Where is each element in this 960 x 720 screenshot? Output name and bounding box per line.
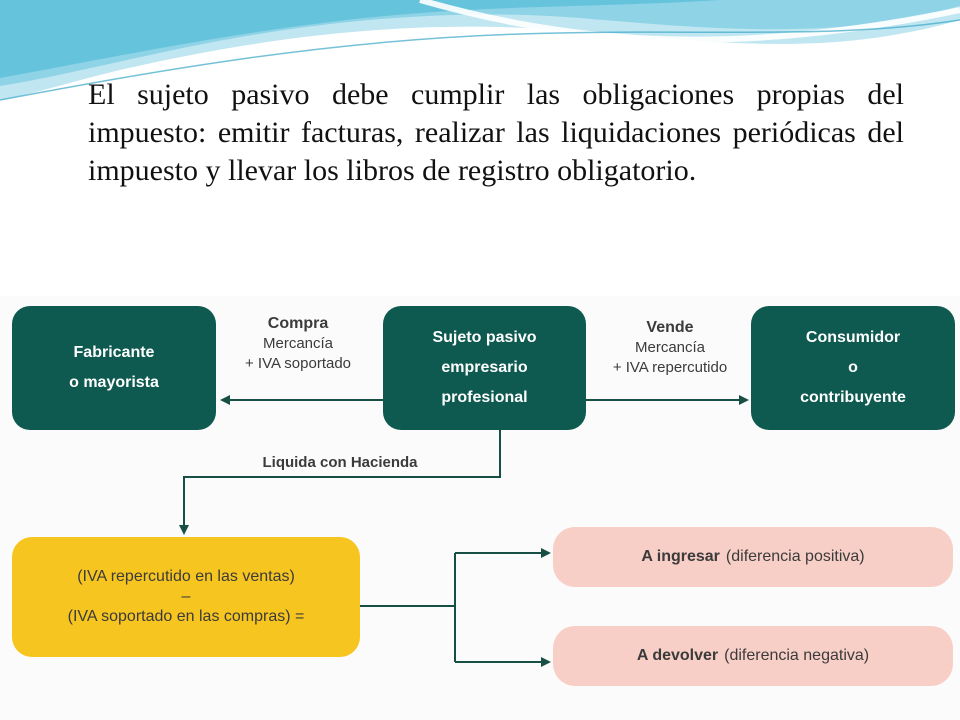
intro-paragraph: El sujeto pasivo debe cumplir las obligaciones propias del impuesto: emitir facturas, realizar las liquidaciones periódicas del impuesto y llevar los libros de registro obligatorio. — [88, 78, 904, 187]
ingresar-rest: (diferencia positiva) — [725, 548, 865, 565]
devolver-bold: A devolver — [636, 647, 719, 664]
formula-line2: – — [181, 588, 191, 605]
formula-line1: (IVA repercutido en las ventas) — [77, 568, 295, 585]
node-a-devolver — [553, 626, 953, 686]
node-fabricante — [12, 306, 216, 430]
arrow-liquida — [184, 430, 500, 533]
node-consumidor — [751, 306, 955, 430]
node-sujeto-line3: profesional — [441, 389, 528, 406]
node-sujeto-line1: Sujeto pasivo — [432, 329, 537, 346]
edge-label-compra — [222, 314, 374, 374]
ingresar-bold: A ingresar — [641, 548, 720, 565]
node-sujeto-pasivo — [383, 306, 586, 430]
node-formula — [12, 537, 360, 657]
node-consumidor-line1: Consumidor — [805, 329, 901, 346]
node-fabricante-line1: Fabricante — [73, 344, 155, 361]
node-consumidor-line3: contribuyente — [800, 389, 906, 406]
compra-line2: + IVA soportado — [244, 355, 352, 372]
edge-label-liquida: Liquida con Hacienda — [262, 454, 418, 471]
node-fabricante-line2: o mayorista — [69, 374, 159, 391]
node-consumidor-line2: o — [848, 359, 858, 376]
edge-label-vende — [592, 318, 748, 378]
formula-line3: (IVA soportado en las compras) = — [67, 608, 305, 625]
compra-line1: Mercancía — [262, 335, 334, 352]
compra-title: Compra — [267, 315, 329, 332]
node-sujeto-line2: empresario — [441, 359, 528, 376]
devolver-rest: (diferencia negativa) — [724, 647, 870, 664]
vende-line2: + IVA repercutido — [612, 359, 728, 376]
node-a-ingresar — [553, 527, 953, 587]
vende-line1: Mercancía — [634, 339, 706, 356]
vende-title: Vende — [646, 319, 694, 336]
